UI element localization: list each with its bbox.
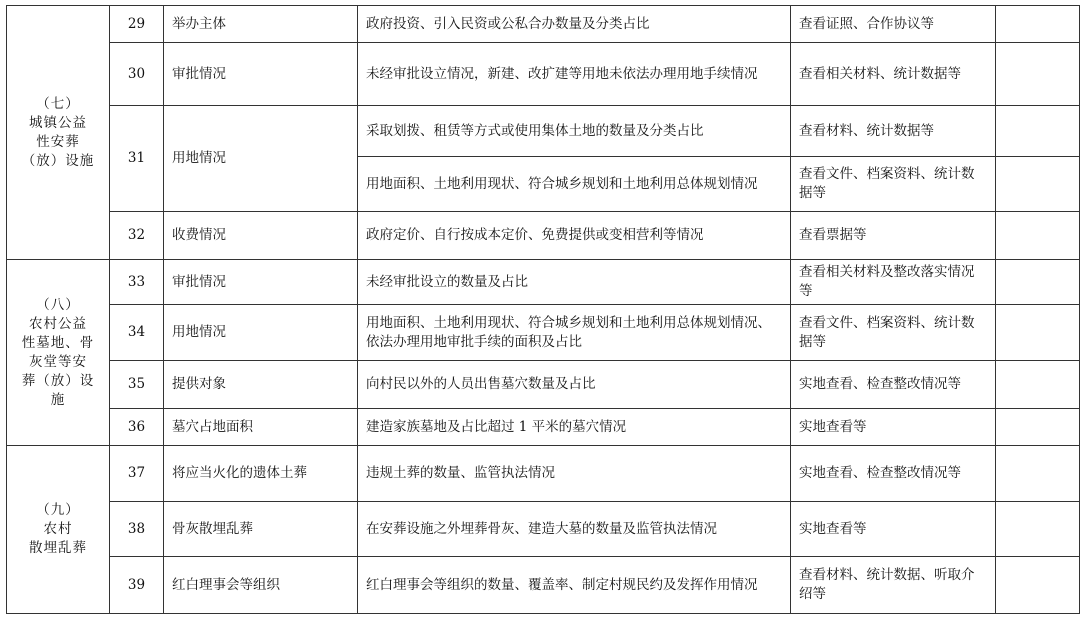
blank-cell: [996, 305, 1080, 361]
blank-cell: [996, 6, 1080, 43]
category-line: 散埋乱葬: [29, 540, 87, 556]
blank-cell: [996, 260, 1080, 305]
item-name: 收费情况: [164, 212, 358, 260]
item-name: 用地情况: [164, 305, 358, 361]
check-method: 查看相关材料及整改落实情况等: [791, 260, 996, 305]
check-method: 实地查看、检查整改情况等: [791, 446, 996, 502]
category-line: 施: [50, 391, 66, 408]
item-number: 33: [110, 260, 164, 305]
blank-cell: [996, 409, 1080, 446]
category-line: （七）: [36, 95, 80, 112]
category-line: 性安葬: [36, 133, 80, 150]
category-cell: [7, 260, 110, 446]
item-content: 用地面积、土地利用现状、符合城乡规划和土地利用总体规划情况: [358, 157, 791, 212]
check-method: 查看材料、统计数据、听取介绍等: [791, 557, 996, 614]
check-method: 查看文件、档案资料、统计数据等: [791, 157, 996, 212]
table-row: [7, 557, 1080, 614]
table-row: [7, 409, 1080, 446]
category-line: 葬（放）设: [21, 372, 95, 389]
item-content: 未经审批设立的数量及占比: [358, 260, 791, 305]
category-line: （九）: [36, 502, 80, 518]
table-row: [7, 260, 1080, 305]
item-name: 红白理事会等组织: [164, 557, 358, 614]
item-number: 34: [110, 305, 164, 361]
check-method: 实地查看等: [791, 409, 996, 446]
table-row: [7, 43, 1080, 106]
table-row: [7, 212, 1080, 260]
category-line: 农村公益: [29, 315, 87, 332]
check-method: 实地查看、检查整改情况等: [791, 361, 996, 409]
category-cell: [7, 6, 110, 260]
blank-cell: [996, 212, 1080, 260]
table-row: [7, 106, 1080, 157]
item-content: 红白理事会等组织的数量、覆盖率、制定村规民约及发挥作用情况: [358, 557, 791, 614]
document-page: [6, 5, 1080, 614]
item-name: 骨灰散埋乱葬: [164, 502, 358, 557]
category-line: （放）设施: [21, 152, 95, 169]
item-content: 用地面积、土地利用现状、符合城乡规划和土地利用总体规划情况、依法办理用地审批手续的面积及占比: [358, 305, 791, 361]
blank-cell: [996, 157, 1080, 212]
table-row: [7, 361, 1080, 409]
table-row: [7, 502, 1080, 557]
category-line: 城镇公益: [29, 114, 87, 131]
item-content: 违规土葬的数量、监管执法情况: [358, 446, 791, 502]
blank-cell: [996, 557, 1080, 614]
item-number: 35: [110, 361, 164, 409]
item-content: 政府定价、自行按成本定价、免费提供或变相营利等情况: [358, 212, 791, 260]
table-row: [7, 6, 1080, 43]
item-number: 32: [110, 212, 164, 260]
blank-cell: [996, 361, 1080, 409]
item-number: 31: [110, 106, 164, 212]
blank-cell: [996, 502, 1080, 557]
blank-cell: [996, 446, 1080, 502]
item-name: 墓穴占地面积: [164, 409, 358, 446]
item-content: 未经审批设立情况，新建、改扩建等用地未依法办理用地手续情况: [358, 43, 791, 106]
inspection-table: [6, 5, 1080, 614]
check-method: 查看证照、合作协议等: [791, 6, 996, 43]
item-content: 在安葬设施之外埋葬骨灰、建造大墓的数量及监管执法情况: [358, 502, 791, 557]
category-line: 灰堂等安: [29, 353, 87, 370]
table-row: [7, 305, 1080, 361]
category-cell: [7, 446, 110, 614]
item-number: 39: [110, 557, 164, 614]
item-name: 将应当火化的遗体土葬: [164, 446, 358, 502]
check-method: 实地查看等: [791, 502, 996, 557]
item-number: 37: [110, 446, 164, 502]
item-name: 审批情况: [164, 43, 358, 106]
category-line: （八）: [36, 296, 80, 313]
item-number: 30: [110, 43, 164, 106]
item-name: 举办主体: [164, 6, 358, 43]
category-line: 性墓地、骨: [21, 334, 95, 351]
check-method: 查看文件、档案资料、统计数据等: [791, 305, 996, 361]
category-line: 农村: [43, 521, 73, 537]
blank-cell: [996, 43, 1080, 106]
blank-cell: [996, 106, 1080, 157]
item-name: 提供对象: [164, 361, 358, 409]
check-method: 查看材料、统计数据等: [791, 106, 996, 157]
item-content: 向村民以外的人员出售墓穴数量及占比: [358, 361, 791, 409]
table-row: [7, 446, 1080, 502]
item-name: 用地情况: [164, 106, 358, 212]
check-method: 查看票据等: [791, 212, 996, 260]
check-method: 查看相关材料、统计数据等: [791, 43, 996, 106]
item-content: 政府投资、引入民资或公私合办数量及分类占比: [358, 6, 791, 43]
item-content: 采取划拨、租赁等方式或使用集体土地的数量及分类占比: [358, 106, 791, 157]
item-name: 审批情况: [164, 260, 358, 305]
item-number: 36: [110, 409, 164, 446]
item-content: 建造家族墓地及占比超过 1 平米的墓穴情况: [358, 409, 791, 446]
item-number: 38: [110, 502, 164, 557]
item-number: 29: [110, 6, 164, 43]
